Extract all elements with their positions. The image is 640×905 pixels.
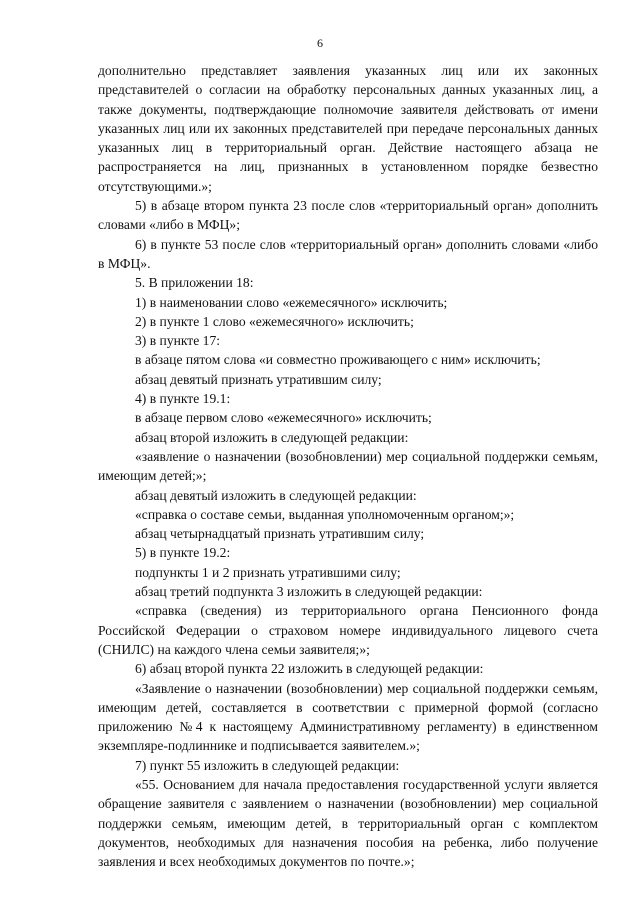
paragraph: абзац четырнадцатый признать утратившим силу; [135, 526, 425, 542]
list-item: 6) абзац второй пункта 22 изложить в следующей редакции: [135, 661, 484, 677]
paragraph: в абзаце пятом слова «и совместно проживающего с ним» исключить; [135, 352, 541, 368]
quoted-paragraph: «заявление о назначении (возобновлении) мер социальной поддержки семьям, имеющим детей;»; [98, 448, 598, 484]
list-item: 3) в пункте 17: [135, 333, 221, 349]
list-item: 1) в наименовании слово «ежемесячного» исключить; [135, 294, 448, 310]
list-item: 5) в пункте 19.2: [135, 545, 231, 561]
list-item: 2) в пункте 1 слово «ежемесячного» исключить; [135, 313, 414, 329]
quoted-paragraph: «справка (сведения) из территориального органа Пенсионного фонда Российской Федерации о страховом номере индивидуального лицевого счета (СНИЛС) на каждого члена семьи заявителя;»; [98, 603, 598, 657]
quoted-paragraph: «Заявление о назначении (возобновлении) мер социальной поддержки семьям, имеющим детей, составляется в соответствии с примерной формой (согласно приложению №4 к настоящему Административному регламенту) в единственном экземпляре-подлиннике и подписывается заявителем.»; [98, 680, 598, 754]
paragraph: абзац девятый изложить в следующей редакции: [135, 487, 417, 503]
paragraph: абзац третий подпункта 3 изложить в следующей редакции: [135, 584, 483, 600]
section-heading: 5. В приложении 18: [135, 275, 254, 291]
paragraph: в абзаце первом слово «ежемесячного» исключить; [135, 410, 432, 426]
paragraph: дополнительно представляет заявления указанных лиц или их законных представителей о согласии на обработку персональных данных указанных лиц, а также документы, подтверждающие полномочие заявителя действовать от имени указанных лиц или их законных представителей при передаче персональных данных указанных лиц в территориальный орган. Действие настоящего абзаца не распространяется на лиц, признанных в установленном порядке безвестно отсутствующими.»; [98, 63, 598, 194]
paragraph: абзац второй изложить в следующей редакции: [135, 429, 409, 445]
quoted-paragraph: «55. Основанием для начала предоставления государственной услуги является обращение заявителя с заявлением о назначении (возобновлении) мер социальной поддержки семьям, имеющим детей, в территориальный орган с комплектом документов, необходимых для назначения пособия на ребенка, либо получение заявления и всех необходимых документов по почте.»; [98, 776, 598, 870]
list-item: 4) в пункте 19.1: [135, 391, 231, 407]
paragraph: 6) в пункте 53 после слов «территориальный орган» дополнить словами «либо в МФЦ». [98, 236, 598, 271]
quoted-paragraph: «справка о составе семьи, выданная уполномоченным органом;»; [135, 506, 515, 522]
paragraph: абзац девятый признать утратившим силу; [135, 371, 382, 387]
page-number: 6 [317, 36, 323, 50]
document-body [98, 61, 598, 871]
paragraph: 5) в абзаце втором пункта 23 после слов «территориальный орган» дополнить словами «либо в МФЦ»; [98, 198, 598, 233]
paragraph: подпункты 1 и 2 признать утратившими силу; [135, 564, 401, 580]
list-item: 7) пункт 55 изложить в следующей редакции: [135, 757, 400, 773]
